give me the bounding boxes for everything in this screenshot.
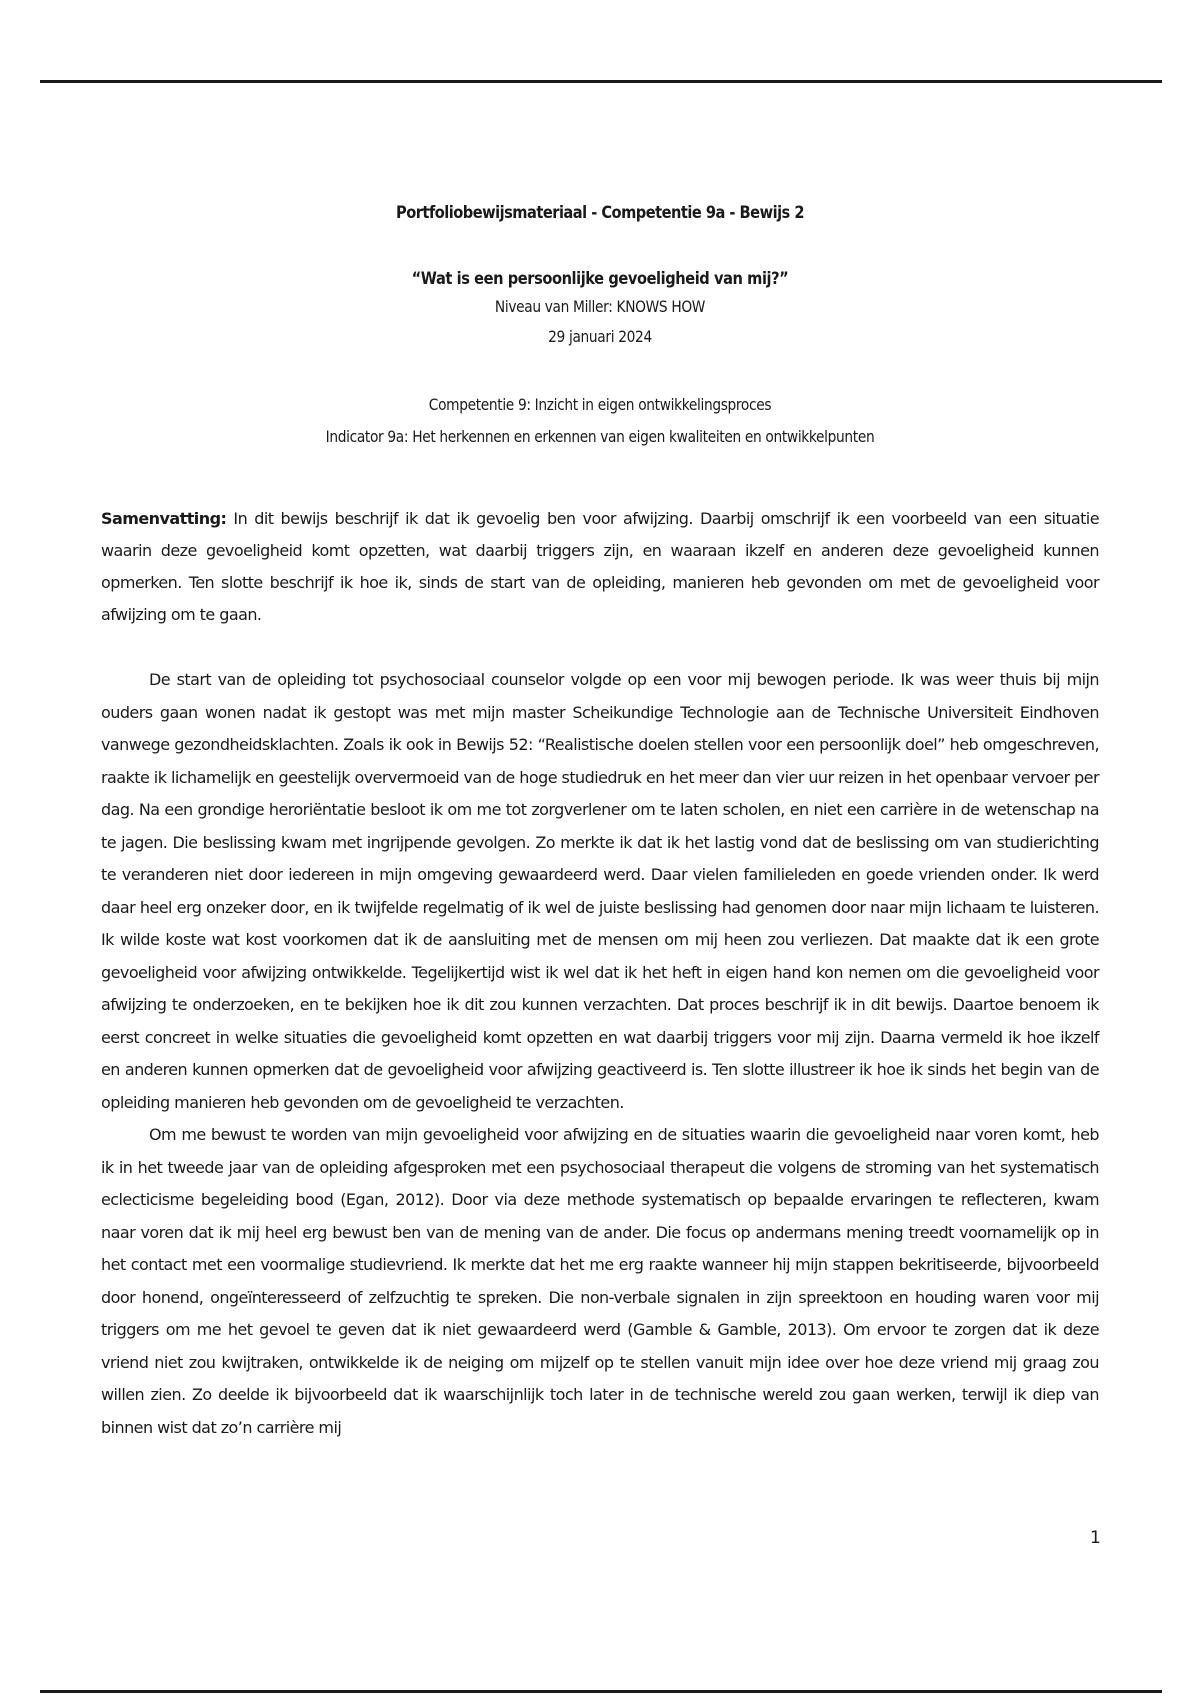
miller-level: Niveau van Miller: KNOWS HOW: [494, 297, 706, 316]
body-paragraph-2: Om me bewust te worden van mijn gevoeligheid voor afwijzing en de situaties waarin die gevoeligheid naar voren komt, heb ik in het tweede jaar van de opleiding afgesproken met een psychosociaal therapeut die volgens de stroming van het systematisch eclecticisme begeleiding bood (Egan, 2012). Door via deze methode systematisch op bepaalde ervaringen te reflecteren, kwam naar voren dat ik mij heel erg bewust ben van de mening van de ander. Die focus op andermans mening treedt voornamelijk op in het contact met een voormalige studievriend. Ik merkte dat het me erg raakte wanneer hij mijn stappen bekritiseerde, bijvoorbeeld door honend, ongeïnteresseerd of zelfzuchtig te spreken. Die non-verbale signalen in zijn spreektoon en houding waren voor mij triggers om me het gevoel te geven dat ik niet gewaardeerd werd (Gamble & Gamble, 2013). Om ervoor te zorgen dat ik deze vriend niet zou kwijtraken, ontwikkelde ik de neiging om mijzelf op te stellen vanuit mijn idee over hoe deze vriend mij graag zou willen zien. Zo deelde ik bijvoorbeeld dat ik waarschijnlijk toch later in de technische wereld zou gaan werken, terwijl ik diep van binnen wist dat zo’n carrière mij: [101, 1125, 1099, 1437]
summary-paragraph: [101, 503, 1099, 631]
indicator-line: Indicator 9a: Het herkennen en erkennen van eigen kwaliteiten en ontwikkelpunten: [325, 427, 875, 446]
title-block: [101, 200, 1099, 453]
document-question: “Wat is een persoonlijke gevoeligheid van mij?”: [411, 269, 789, 289]
document-page: [101, 200, 1099, 1444]
document-date: 29 januari 2024: [548, 327, 652, 346]
bottom-rule: [40, 1690, 1162, 1693]
top-rule: [40, 80, 1162, 83]
summary-text: In dit bewijs beschrijf ik dat ik gevoelig ben voor afwijzing. Daarbij omschrijf ik een voorbeeld van een situatie waarin deze gevoeligheid komt opzetten, wat daarbij triggers zijn, en waaraan ikzelf en anderen deze gevoeligheid kunnen opmerken. Ten slotte beschrijf ik hoe ik, sinds de start van de opleiding, manieren heb gevonden om met de gevoeligheid voor afwijzing om te gaan.: [101, 509, 1099, 624]
competence-line: Competentie 9: Inzicht in eigen ontwikkelingsproces: [428, 395, 772, 414]
document-title: Portfoliobewijsmateriaal - Competentie 9a - Bewijs 2: [396, 203, 804, 223]
page-number: 1: [1090, 1528, 1101, 1548]
body-paragraph-1: De start van de opleiding tot psychosociaal counselor volgde op een voor mij bewogen periode. Ik was weer thuis bij mijn ouders gaan wonen nadat ik gestopt was met mijn master Scheikundige Technologie aan de Technische Universiteit Eindhoven vanwege gezondheidsklachten. Zoals ik ook in Bewijs 52: “Realistische doelen stellen voor een persoonlijk doel” heb omgeschreven, raakte ik lichamelijk en geestelijk oververmoeid van de hoge studiedruk en het meer dan vier uur reizen in het openbaar vervoer per dag. Na een grondige heroriëntatie besloot ik om me tot zorgverlener om te laten scholen, en niet een carrière in de wetenschap na te jagen. Die beslissing kwam met ingrijpende gevolgen. Zo merkte ik dat ik het lastig vond dat de beslissing om van studierichting te veranderen niet door iedereen in mijn omgeving gewaardeerd werd. Daar vielen familieleden en goede vrienden onder. Ik werd daar heel erg onzeker door, en ik twijfelde regelmatig of ik wel de juiste beslissing had genomen door naar mijn lichaam te luisteren. Ik wilde koste wat kost voorkomen dat ik de aansluiting met de mensen om mij heen zou verliezen. Dat maakte dat ik een grote gevoeligheid voor afwijzing ontwikkelde. Tegelijkertijd wist ik wel dat ik het heft in eigen hand kon nemen om die gevoeligheid voor afwijzing te onderzoeken, en te bekijken hoe ik dit zou kunnen verzachten. Dat proces beschrijf ik in dit bewijs. Daartoe benoem ik eerst concreet in welke situaties die gevoeligheid komt opzetten en wat daarbij triggers voor mij zijn. Daarna vermeld ik hoe ikzelf en anderen kunnen opmerken dat de gevoeligheid voor afwijzing geactiveerd is. Ten slotte illustreer ik hoe ik sinds het begin van de opleiding manieren heb gevonden om de gevoeligheid te verzachten.: [101, 670, 1099, 1112]
summary-label: Samenvatting:: [101, 509, 227, 528]
